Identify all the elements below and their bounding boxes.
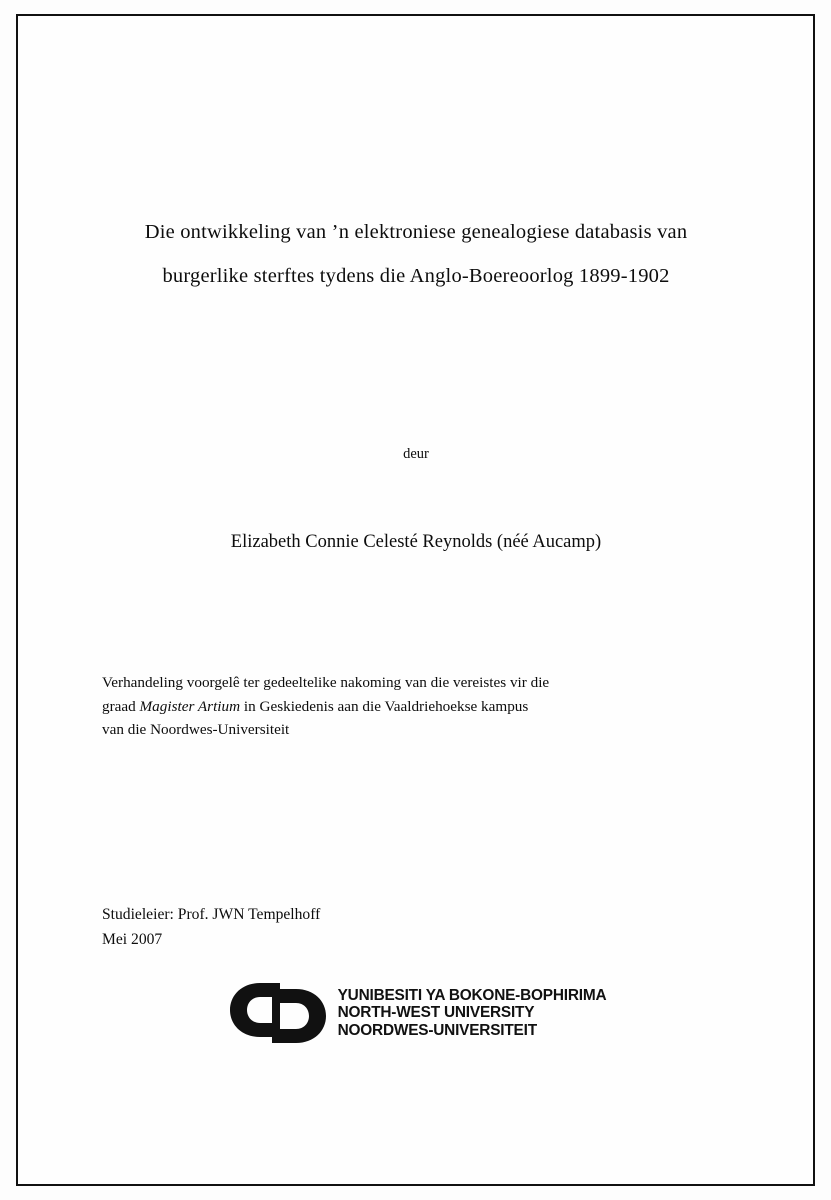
- nwu-logo-icon: [226, 977, 330, 1049]
- logo-line-3: NOORDWES-UNIVERSITEIT: [337, 1021, 537, 1039]
- statement-line-3: van die Noordwes-Universiteit: [102, 721, 290, 738]
- title-line-2: burgerlike sterftes tydens die Anglo-Boereoorlog 1899-1902: [162, 265, 670, 287]
- statement-line-2-pre: graad: [102, 697, 140, 715]
- logo-line-2: NORTH-WEST UNIVERSITY: [337, 1004, 535, 1022]
- by-label: deur: [403, 446, 429, 462]
- supervisor-name: Studieleier: Prof. JWN Tempelhoff: [102, 906, 321, 923]
- title-page-content: [88, 14, 744, 1186]
- statement-line-2: [102, 695, 732, 719]
- author-name: Elizabeth Connie Celesté Reynolds (néé Aucamp): [230, 532, 602, 552]
- thesis-title: [88, 210, 744, 298]
- supervisor-block: [102, 902, 732, 952]
- university-logo: [88, 977, 744, 1049]
- degree-statement: [102, 671, 732, 742]
- logo-line-1: YUNIBESITI YA BOKONE-BOPHIRIMA: [337, 986, 607, 1004]
- statement-line-2-post: in Geskiedenis aan die Vaaldriehoekse kampus: [240, 697, 529, 715]
- logo-text-block: [338, 987, 607, 1040]
- degree-name: Magister Artium: [139, 697, 241, 715]
- submission-date: Mei 2007: [102, 931, 163, 948]
- statement-line-1: Verhandeling voorgelê ter gedeeltelike nakoming van die vereistes vir die: [102, 674, 550, 691]
- title-line-1: Die ontwikkeling van ’n elektroniese genealogiese databasis van: [144, 221, 688, 243]
